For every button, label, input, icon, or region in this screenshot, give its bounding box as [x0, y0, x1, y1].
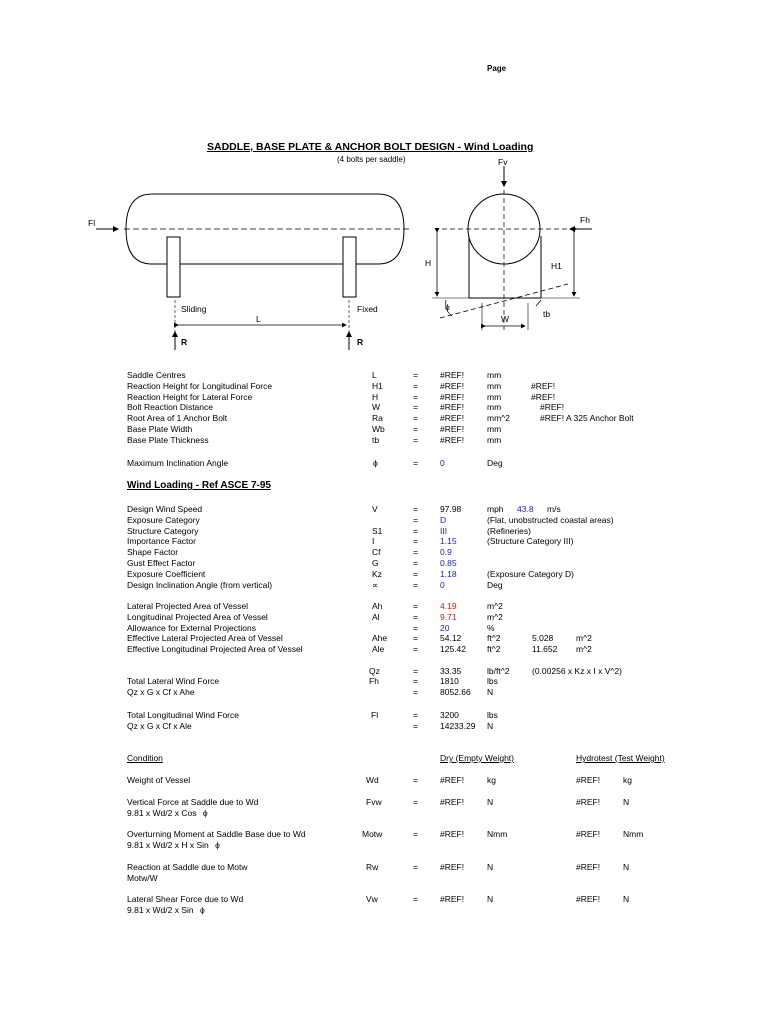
l-label: L — [256, 314, 261, 324]
condition-dry-unit: N — [487, 862, 494, 872]
wind-symbol: I — [372, 536, 375, 547]
wind-label: Exposure Coefficient — [127, 568, 206, 579]
condition-row-formula: Motw/W — [127, 873, 158, 883]
wind-label: Design Inclination Angle (from vertical) — [127, 579, 273, 590]
condition-dry-value: #REF! — [440, 862, 465, 872]
phi-symbol: ϕ — [197, 905, 205, 915]
row-symbol: Wb — [372, 424, 385, 434]
condition-header: Condition — [127, 753, 163, 763]
wind-equals: = — [413, 558, 418, 568]
lateral-force-equals-2: = — [413, 687, 418, 697]
condition-dry-unit: kg — [487, 775, 496, 785]
area-unit: % — [487, 622, 495, 633]
long-force-unit: lbs — [487, 710, 498, 720]
wind-label: Gust Effect Factor — [127, 558, 196, 568]
wind-unit: (Exposure Category D) — [487, 568, 574, 579]
lateral-force-value: 1810 — [440, 676, 459, 686]
vessel-diagram — [0, 0, 768, 360]
row-label: Base Plate Width — [127, 424, 193, 434]
inclination-value: 0 — [440, 458, 445, 468]
condition-row-symbol: Vw — [366, 894, 378, 904]
lateral-force-symbol: Fh — [369, 676, 379, 686]
condition-row-label: Overturning Moment at Saddle Base due to Wd — [127, 829, 306, 839]
wind-value: D — [440, 514, 447, 525]
condition-row-symbol: Motw — [362, 829, 383, 839]
qz-formula: (0.00256 x Kz x I x V^2) — [532, 666, 622, 676]
area-extra1: 5.028 — [532, 633, 554, 644]
wind-equals: = — [413, 547, 418, 558]
condition-hydro-unit: Nmm — [623, 829, 644, 839]
area-value: 9.71 — [440, 611, 457, 622]
page-title: SADDLE, BASE PLATE & ANCHOR BOLT DESIGN - Wind Loading — [207, 141, 534, 153]
area-extra2: m^2 — [576, 633, 592, 644]
condition-dry-value: #REF! — [440, 894, 465, 904]
row-symbol: H — [372, 391, 379, 402]
row-symbol: tb — [372, 434, 380, 445]
long-force-value: 3200 — [440, 710, 459, 720]
wind-value: 97.98 — [440, 504, 462, 514]
tb-label: tb — [543, 309, 551, 319]
condition-dry-value: #REF! — [440, 775, 465, 785]
condition-hydro-header: Hydrotest (Test Weight) — [576, 753, 665, 763]
wind-unit: (Structure Category III) — [487, 536, 574, 547]
wind-unit: (Flat, unobstructed coastal areas) — [487, 514, 614, 525]
qz-value: 33.35 — [440, 666, 462, 676]
wind-label: Design Wind Speed — [127, 504, 203, 514]
lateral-force-equals: = — [413, 676, 418, 686]
wind-equals: = — [413, 504, 418, 514]
row-symbol: H1 — [372, 380, 383, 391]
wind-symbol: Cf — [372, 547, 381, 558]
area-equals: = — [413, 622, 418, 633]
area-equals: = — [413, 601, 418, 611]
condition-row-label: Vertical Force at Saddle due to Wd — [127, 797, 259, 807]
wind-label: Importance Factor — [127, 536, 196, 547]
wind-symbol: ∝ — [372, 579, 379, 590]
inclination-label: Maximum Inclination Angle — [127, 458, 229, 468]
condition-row-symbol: Rw — [366, 862, 379, 872]
phi-label: ϕ — [445, 302, 450, 312]
row-unit: mm — [487, 370, 502, 380]
condition-row-formula: 9.81 x Wd/2 x Sin ϕ — [127, 905, 205, 915]
wind-equals: = — [413, 514, 418, 525]
wind-unit: Deg — [487, 579, 503, 590]
lateral-force-value-n: 8052.66 — [440, 687, 471, 697]
area-value: 125.42 — [440, 644, 466, 655]
area-unit: m^2 — [487, 611, 503, 622]
fixed-label: Fixed — [357, 304, 378, 314]
condition-hydro-value: #REF! — [576, 775, 601, 785]
long-force-label: Total Longitudinal Wind Force — [127, 710, 239, 720]
row-equals: = — [413, 402, 418, 413]
fl-label: Fl — [88, 218, 96, 228]
row-label: Base Plate Thickness — [127, 434, 209, 445]
row-unit: mm — [487, 424, 502, 434]
r-label-right: R — [357, 337, 364, 347]
inclination-symbol: ϕ — [373, 458, 378, 468]
wind-equals: = — [413, 579, 418, 590]
row-equals: = — [413, 413, 418, 424]
wind-unit: (Refineries) — [487, 525, 531, 536]
area-symbol: Ale — [372, 644, 385, 655]
condition-hydro-unit: N — [623, 797, 630, 807]
r-label-left: R — [181, 337, 188, 347]
wind-value: 1.18 — [440, 568, 457, 579]
row-symbol: Ra — [372, 413, 383, 424]
row-label: Root Area of 1 Anchor Bolt — [127, 413, 228, 424]
row-equals: = — [413, 434, 418, 445]
wind-extra1: 43.8 — [517, 504, 534, 514]
condition-hydro-value: #REF! — [576, 894, 601, 904]
condition-dry-value: #REF! — [440, 797, 465, 807]
condition-dry-unit: N — [487, 894, 494, 904]
condition-dry-unit: N — [487, 797, 494, 807]
row-extra: #REF! — [540, 402, 565, 413]
page-label: Page — [487, 64, 507, 73]
condition-row-equals: = — [413, 829, 418, 839]
row-equals: = — [413, 424, 418, 434]
row-value: #REF! — [440, 380, 465, 391]
wind-label: Exposure Category — [127, 514, 200, 525]
row-value: #REF! — [440, 402, 465, 413]
long-force-value-n: 14233.29 — [440, 721, 476, 731]
wind-value: 0.85 — [440, 558, 457, 568]
condition-row-label: Reaction at Saddle due to Motw — [127, 862, 248, 872]
row-equals: = — [413, 380, 418, 391]
long-force-unit-n: N — [487, 721, 494, 731]
qz-equals: = — [413, 666, 418, 676]
row-value: #REF! — [440, 413, 465, 424]
condition-row-equals: = — [413, 894, 418, 904]
area-symbol: Al — [372, 611, 380, 622]
inclination-equals: = — [413, 458, 418, 468]
fv-label: Fv — [498, 157, 508, 167]
wind-symbol: G — [372, 558, 379, 568]
condition-hydro-unit: N — [623, 894, 630, 904]
wind-label: Structure Category — [127, 525, 199, 536]
lateral-force-unit: lbs — [487, 676, 498, 686]
row-unit: mm — [487, 391, 502, 402]
wind-section-heading: Wind Loading - Ref ASCE 7-95 — [127, 480, 271, 491]
wind-value: III — [440, 525, 448, 536]
condition-dry-header: Dry (Empty Weight) — [440, 753, 514, 763]
row-extra: #REF! A 325 Anchor Bolt — [540, 413, 634, 424]
area-label: Effective Lateral Projected Area of Vessel — [127, 633, 283, 644]
row-unit: mm — [487, 380, 502, 391]
sliding-label: Sliding — [181, 304, 207, 314]
condition-row-label: Weight of Vessel — [127, 775, 191, 785]
wind-symbol: Kz — [372, 568, 382, 579]
area-extra2: m^2 — [576, 644, 592, 655]
long-force-equals-2: = — [413, 721, 418, 731]
condition-row-symbol: Fvw — [366, 797, 382, 807]
row-symbol: L — [372, 370, 377, 380]
wind-value: 1.15 — [440, 536, 457, 547]
fh-label: Fh — [580, 215, 590, 225]
row-unit: mm — [487, 402, 502, 413]
row-value: #REF! — [440, 391, 465, 402]
condition-row-symbol: Wd — [366, 775, 379, 785]
condition-dry-value: #REF! — [440, 829, 465, 839]
long-force-formula: Qz x G x Cf x Ale — [127, 721, 192, 731]
area-equals: = — [413, 633, 418, 644]
area-symbol: Ah — [372, 601, 383, 611]
area-label: Lateral Projected Area of Vessel — [127, 601, 248, 611]
qz-symbol: Qz — [369, 666, 380, 676]
saddle-fixed — [343, 237, 356, 297]
area-unit: m^2 — [487, 601, 503, 611]
row-value: #REF! — [440, 370, 465, 380]
condition-row-equals: = — [413, 797, 418, 807]
condition-row-label: Lateral Shear Force due to Wd — [127, 894, 244, 904]
row-label: Saddle Centres — [127, 370, 186, 380]
wind-value: 0 — [440, 579, 445, 590]
area-value: 4.19 — [440, 601, 457, 611]
long-force-equals: = — [413, 710, 418, 720]
h1-label: H1 — [551, 261, 562, 271]
wind-equals: = — [413, 536, 418, 547]
lateral-force-label: Total Lateral Wind Force — [127, 676, 220, 686]
row-label: Reaction Height for Longitudinal Force — [127, 380, 273, 391]
condition-row-equals: = — [413, 775, 418, 785]
wind-symbol: V — [372, 504, 378, 514]
row-unit: mm^2 — [487, 413, 510, 424]
page-subtitle: (4 bolts per saddle) — [337, 155, 406, 164]
row-equals: = — [413, 391, 418, 402]
row-label: Bolt Reaction Distance — [127, 402, 213, 413]
saddle-sliding — [167, 237, 180, 297]
wind-equals: = — [413, 525, 418, 536]
area-label: Effective Longitudinal Projected Area of Vessel — [127, 644, 303, 655]
area-value: 20 — [440, 622, 450, 633]
row-value: #REF! — [440, 424, 465, 434]
row-symbol: W — [372, 402, 381, 413]
area-label: Longitudinal Projected Area of Vessel — [127, 611, 268, 622]
phi-symbol: ϕ — [200, 808, 208, 818]
lateral-force-unit-n: N — [487, 687, 494, 697]
area-unit: ft^2 — [487, 644, 501, 655]
condition-hydro-value: #REF! — [576, 829, 601, 839]
row-unit: mm — [487, 434, 502, 445]
long-force-symbol: Fl — [371, 710, 379, 720]
wind-unit: mph — [487, 504, 504, 514]
condition-row-formula: 9.81 x Wd/2 x H x Sin ϕ — [127, 840, 220, 850]
inclination-unit: Deg — [487, 458, 503, 468]
condition-row-formula: 9.81 x Wd/2 x Cos ϕ — [127, 808, 208, 818]
w-label: W — [501, 314, 510, 324]
condition-hydro-unit: kg — [623, 775, 632, 785]
row-extra: #REF! — [531, 391, 556, 402]
wind-extra2: m/s — [547, 504, 561, 514]
area-label: Allowance for External Projections — [127, 622, 256, 633]
qz-unit: lb/ft^2 — [487, 666, 510, 676]
area-equals: = — [413, 644, 418, 655]
wind-label: Shape Factor — [127, 547, 179, 558]
area-unit: ft^2 — [487, 633, 501, 644]
wind-value: 0.9 — [440, 547, 452, 558]
wind-equals: = — [413, 568, 418, 579]
phi-symbol: ϕ — [212, 840, 220, 850]
row-label: Reaction Height for Lateral Force — [127, 391, 253, 402]
row-value: #REF! — [440, 434, 465, 445]
wind-symbol: S1 — [372, 525, 383, 536]
condition-hydro-value: #REF! — [576, 797, 601, 807]
row-extra: #REF! — [531, 380, 556, 391]
area-equals: = — [413, 611, 418, 622]
area-value: 54.12 — [440, 633, 462, 644]
condition-hydro-value: #REF! — [576, 862, 601, 872]
area-extra1: 11.652 — [532, 644, 558, 655]
lateral-force-formula: Qz x G x Cf x Ahe — [127, 687, 195, 697]
h-label: H — [425, 258, 432, 268]
area-symbol: Ahe — [372, 633, 388, 644]
condition-row-equals: = — [413, 862, 418, 872]
row-equals: = — [413, 370, 418, 380]
condition-dry-unit: Nmm — [487, 829, 508, 839]
condition-hydro-unit: N — [623, 862, 630, 872]
